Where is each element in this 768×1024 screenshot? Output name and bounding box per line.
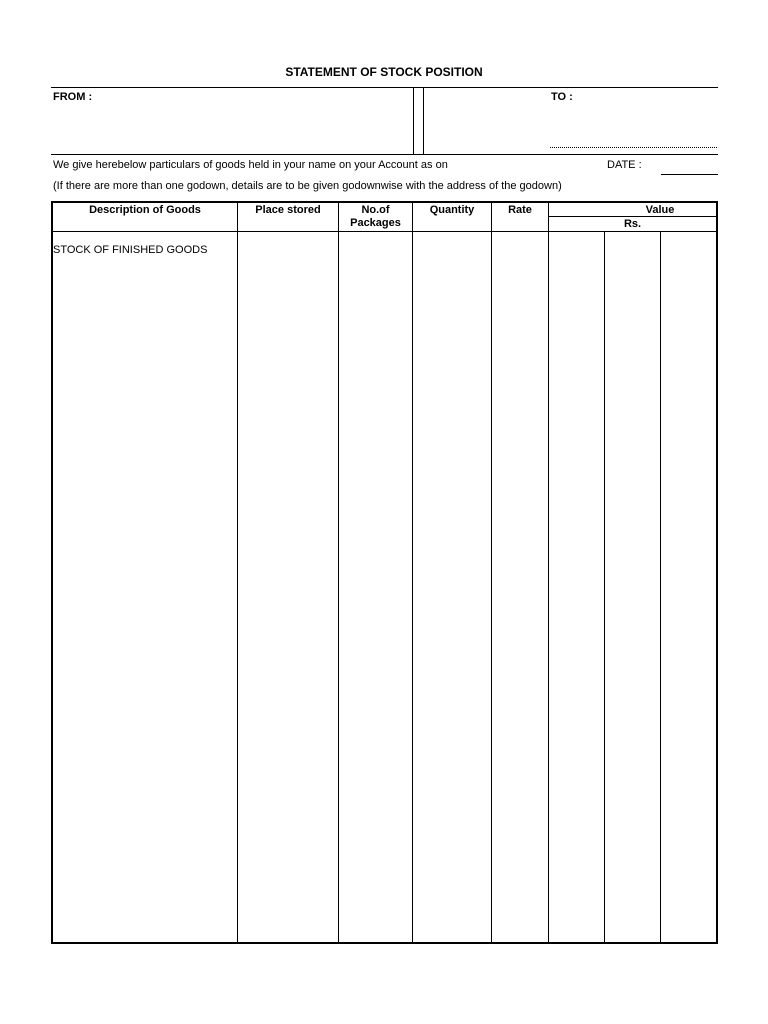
- table-right-border: [716, 201, 718, 944]
- from-address-area[interactable]: [51, 88, 411, 153]
- header-description: Description of Goods: [89, 204, 201, 216]
- header-quantity: Quantity: [429, 204, 475, 216]
- place-stored-cell[interactable]: [238, 232, 338, 942]
- date-field[interactable]: [661, 158, 718, 174]
- table-bottom-border: [51, 942, 718, 944]
- table-top-border: [51, 201, 718, 203]
- value-cell-3[interactable]: [661, 232, 716, 942]
- header-no-of-packages-line2: Packages: [350, 217, 401, 229]
- value-cell-1[interactable]: [549, 232, 604, 942]
- godown-note: (If there are more than one godown, details are to be given godownwise with the address of the godown): [53, 180, 562, 192]
- header-rate: Rate: [508, 204, 532, 216]
- value-cell-2[interactable]: [605, 232, 660, 942]
- from-label: FROM :: [53, 91, 93, 103]
- header-value: Value: [645, 204, 675, 216]
- particulars-text: We give herebelow particulars of goods held in your name on your Account as on: [53, 159, 448, 171]
- to-signature-line: [550, 147, 717, 148]
- description-cell[interactable]: [53, 232, 237, 942]
- quantity-cell[interactable]: [413, 232, 491, 942]
- header-no-of-packages: [339, 204, 412, 230]
- to-address-area[interactable]: [425, 88, 717, 146]
- rate-cell[interactable]: [492, 232, 548, 942]
- header-place-stored: Place stored: [255, 204, 321, 216]
- from-to-divider-left: [413, 87, 414, 154]
- date-label: DATE :: [607, 159, 642, 171]
- date-underline: [661, 174, 718, 175]
- packages-cell[interactable]: [339, 232, 412, 942]
- stock-finished-goods-entry: STOCK OF FINISHED GOODS: [53, 244, 208, 256]
- page-title: STATEMENT OF STOCK POSITION: [285, 65, 483, 79]
- from-to-divider-right: [423, 87, 424, 154]
- to-label: TO :: [551, 91, 573, 103]
- from-to-bottom-rule: [51, 154, 718, 155]
- header-value-rs: Rs.: [623, 218, 642, 230]
- header-no-of-packages-line1: No.of: [361, 204, 390, 216]
